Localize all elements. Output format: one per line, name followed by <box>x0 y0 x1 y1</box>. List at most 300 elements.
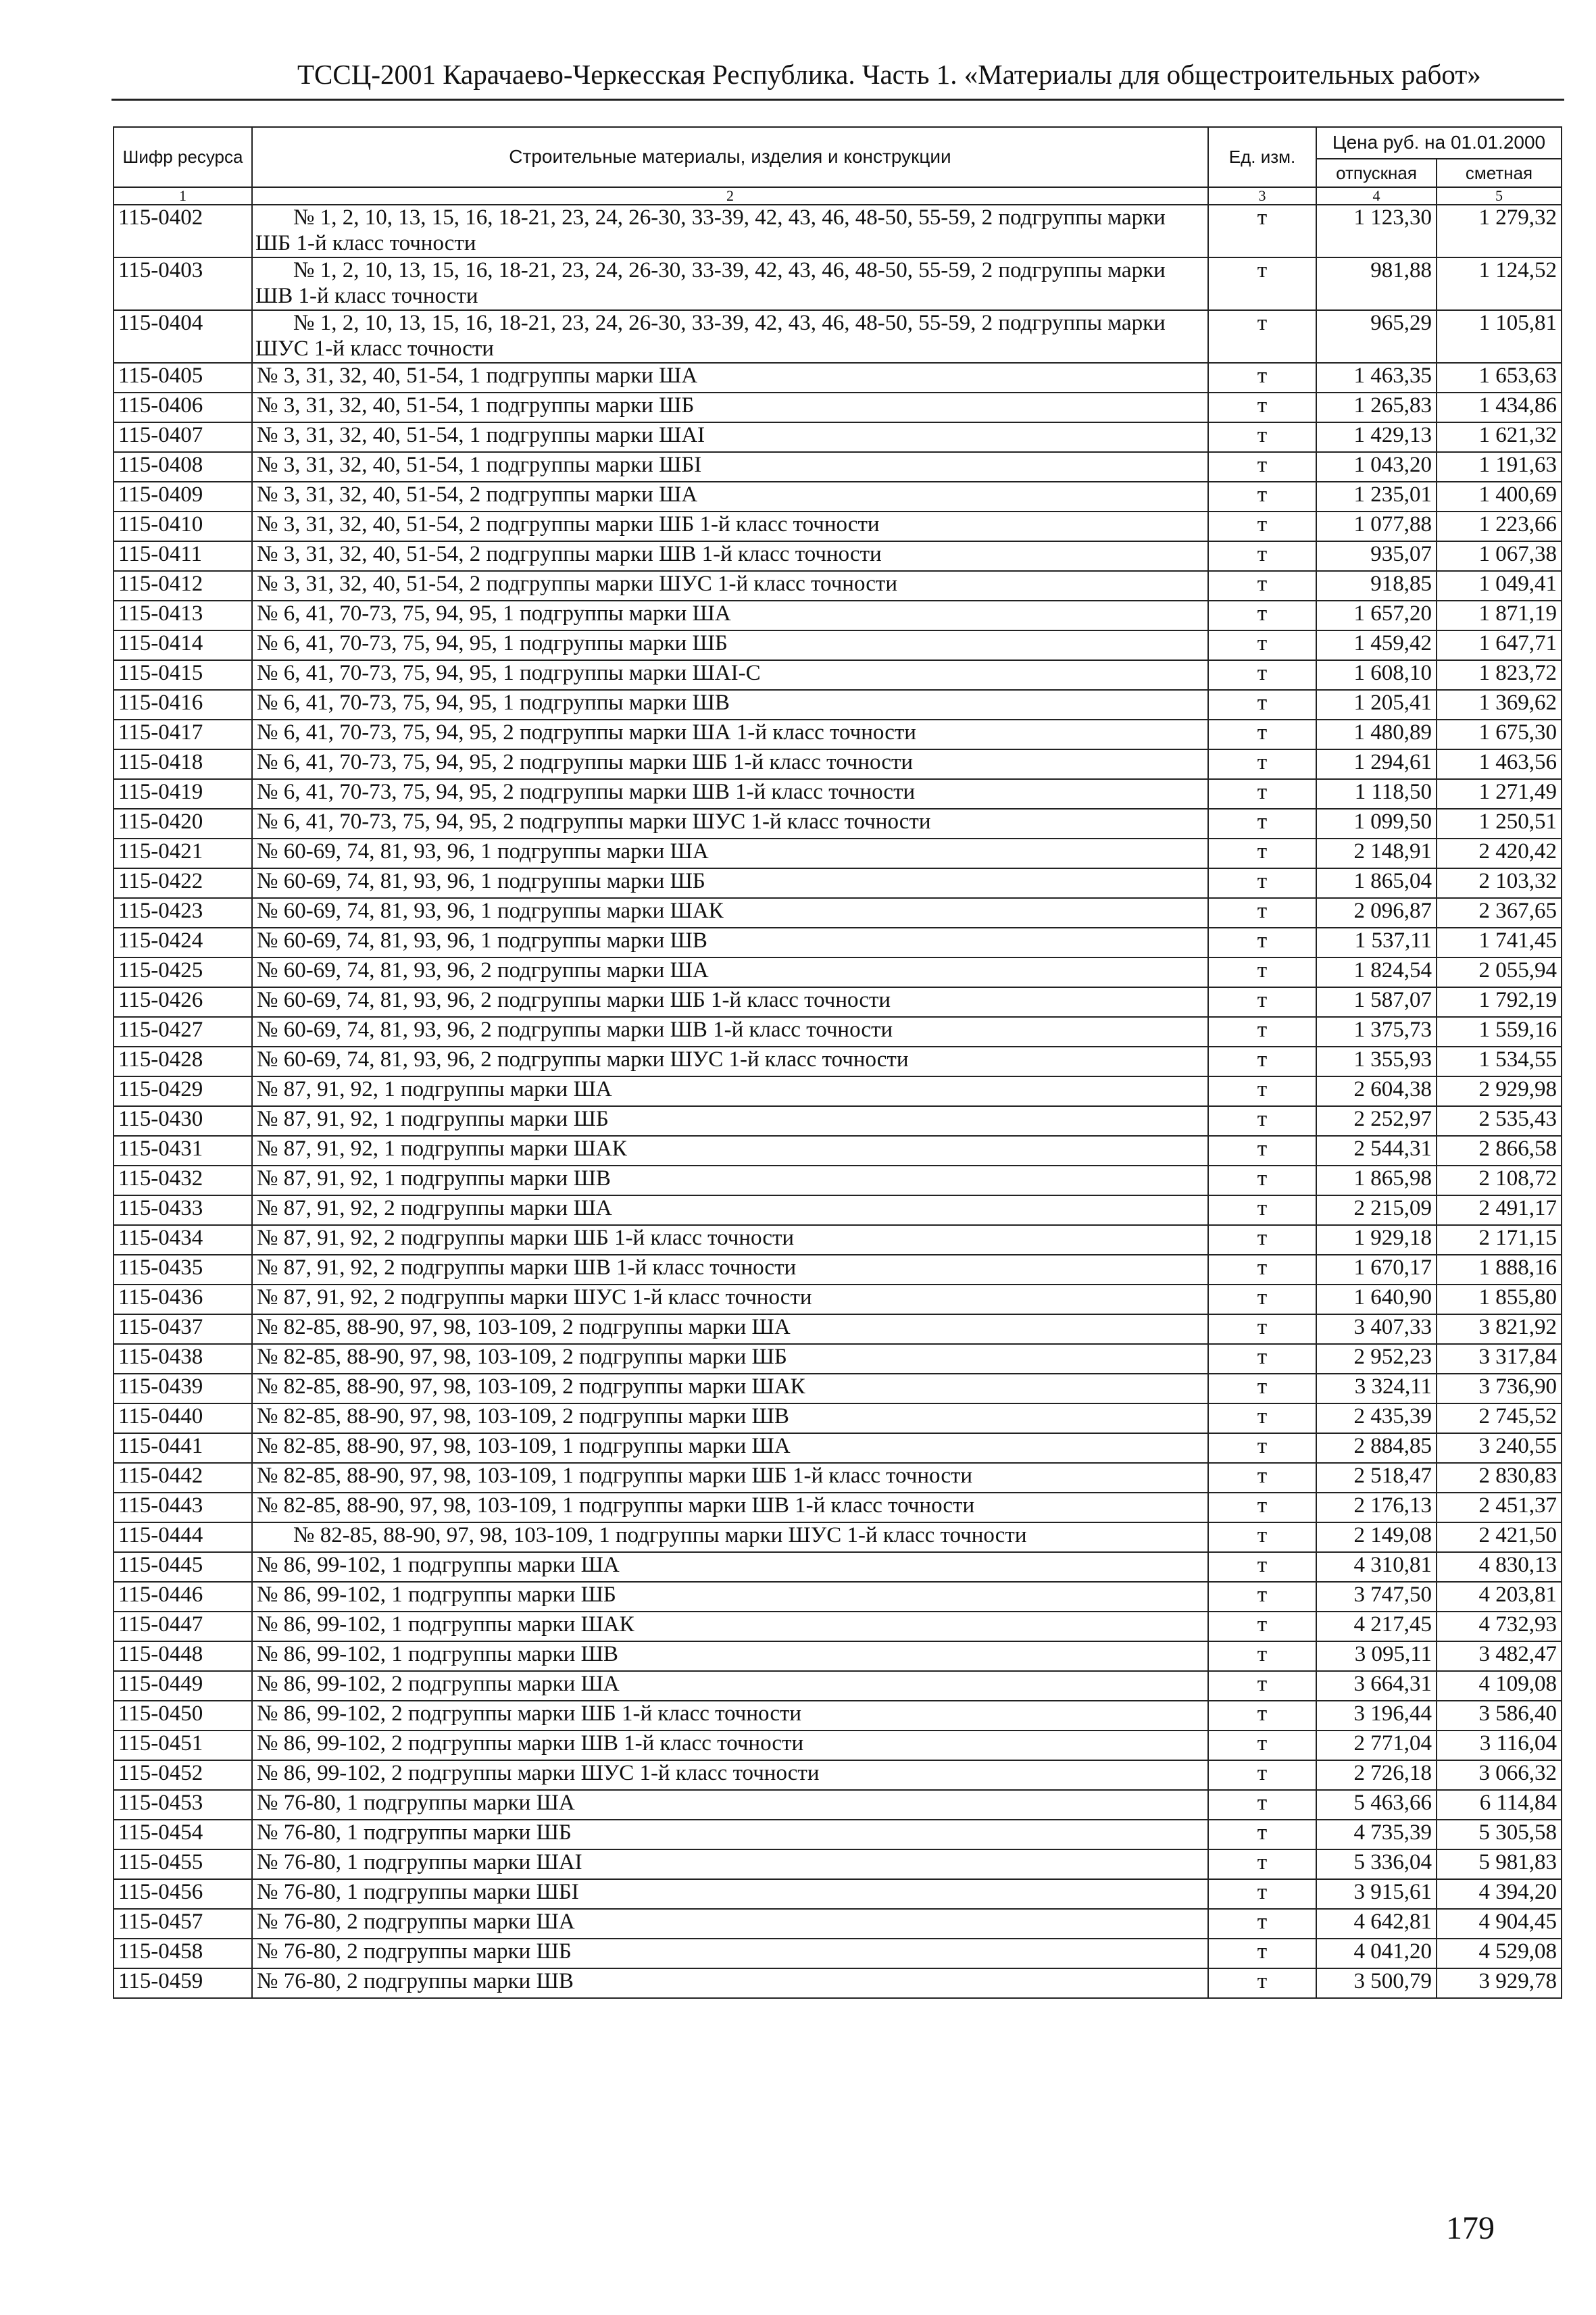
table-row <box>114 1760 1562 1790</box>
estimate-price-cell: 3 482,47 <box>1437 1641 1562 1671</box>
unit-cell: т <box>1208 720 1316 749</box>
estimate-price-cell: 4 529,08 <box>1437 1939 1562 1968</box>
resource-code-cell: 115-0424 <box>114 928 252 957</box>
column-number: 4 <box>1316 187 1437 205</box>
release-price-cell: 3 747,50 <box>1316 1582 1437 1612</box>
table-row <box>114 1225 1562 1255</box>
table-row <box>114 571 1562 601</box>
estimate-price-cell: 1 191,63 <box>1437 452 1562 482</box>
release-price-cell: 1 463,35 <box>1316 363 1437 393</box>
release-price-cell: 1 294,61 <box>1316 749 1437 779</box>
estimate-price-cell: 1 271,49 <box>1437 779 1562 809</box>
material-name-cell: № 1, 2, 10, 13, 15, 16, 18-21, 23, 24, 26-30, 33-39, 42, 43, 46, 48-50, 55-59, 2 подгруппы марки ШУС 1-й класс точности <box>252 310 1208 363</box>
material-name-cell: № 6, 41, 70-73, 75, 94, 95, 1 подгруппы марки ШБ <box>252 630 1208 660</box>
estimate-price-cell: 4 732,93 <box>1437 1612 1562 1641</box>
material-name-cell: № 76-80, 1 подгруппы марки ШБ <box>252 1820 1208 1849</box>
material-name-cell: № 6, 41, 70-73, 75, 94, 95, 2 подгруппы марки ША 1-й класс точности <box>252 720 1208 749</box>
estimate-price-cell: 6 114,84 <box>1437 1790 1562 1820</box>
estimate-price-cell: 1 871,19 <box>1437 601 1562 630</box>
material-name-cell: № 86, 99-102, 2 подгруппы марки ША <box>252 1671 1208 1701</box>
resource-code-cell: 115-0436 <box>114 1285 252 1314</box>
col-header-release: отпускная <box>1316 159 1437 187</box>
resource-code-cell: 115-0418 <box>114 749 252 779</box>
table-row <box>114 1701 1562 1731</box>
column-number: 5 <box>1437 187 1562 205</box>
table-row <box>114 720 1562 749</box>
unit-cell: т <box>1208 1731 1316 1760</box>
estimate-price-cell: 3 736,90 <box>1437 1374 1562 1403</box>
unit-cell: т <box>1208 1285 1316 1314</box>
unit-cell: т <box>1208 1255 1316 1285</box>
material-name-cell: № 1, 2, 10, 13, 15, 16, 18-21, 23, 24, 26-30, 33-39, 42, 43, 46, 48-50, 55-59, 2 подгруппы марки ШВ 1-й класс точности <box>252 257 1208 310</box>
estimate-price-cell: 1 279,32 <box>1437 205 1562 257</box>
col-header-estimate: сметная <box>1437 159 1562 187</box>
estimate-price-cell: 1 400,69 <box>1437 482 1562 512</box>
resource-code-cell: 115-0423 <box>114 898 252 928</box>
release-price-cell: 1 929,18 <box>1316 1225 1437 1255</box>
table-row <box>114 1285 1562 1314</box>
resource-code-cell: 115-0432 <box>114 1166 252 1195</box>
table-row <box>114 1612 1562 1641</box>
table-row <box>114 512 1562 541</box>
resource-code-cell: 115-0404 <box>114 310 252 363</box>
resource-code-cell: 115-0427 <box>114 1017 252 1047</box>
resource-code-cell: 115-0409 <box>114 482 252 512</box>
resource-code-cell: 115-0434 <box>114 1225 252 1255</box>
release-price-cell: 2 604,38 <box>1316 1076 1437 1106</box>
resource-code-cell: 115-0403 <box>114 257 252 310</box>
unit-cell: т <box>1208 257 1316 310</box>
table-row <box>114 690 1562 720</box>
resource-code-cell: 115-0449 <box>114 1671 252 1701</box>
material-name-cell: № 86, 99-102, 2 подгруппы марки ШУС 1-й класс точности <box>252 1760 1208 1790</box>
table-row <box>114 257 1562 310</box>
resource-code-cell: 115-0413 <box>114 601 252 630</box>
table-row <box>114 1522 1562 1552</box>
table-row <box>114 1255 1562 1285</box>
unit-cell: т <box>1208 690 1316 720</box>
material-name-cell: № 3, 31, 32, 40, 51-54, 2 подгруппы марки ШУС 1-й класс точности <box>252 571 1208 601</box>
estimate-price-cell: 4 203,81 <box>1437 1582 1562 1612</box>
material-name-cell: № 6, 41, 70-73, 75, 94, 95, 2 подгруппы марки ШБ 1-й класс точности <box>252 749 1208 779</box>
material-name-cell: № 87, 91, 92, 2 подгруппы марки ША <box>252 1195 1208 1225</box>
table-body <box>114 205 1562 1998</box>
unit-cell: т <box>1208 1582 1316 1612</box>
material-name-cell: № 82-85, 88-90, 97, 98, 103-109, 2 подгруппы марки ШАК <box>252 1374 1208 1403</box>
release-price-cell: 3 095,11 <box>1316 1641 1437 1671</box>
estimate-price-cell: 1 067,38 <box>1437 541 1562 571</box>
release-price-cell: 4 041,20 <box>1316 1939 1437 1968</box>
material-name-cell: № 87, 91, 92, 1 подгруппы марки ШВ <box>252 1166 1208 1195</box>
unit-cell: т <box>1208 482 1316 512</box>
table-row <box>114 1879 1562 1909</box>
material-name-cell: № 86, 99-102, 2 подгруппы марки ШБ 1-й класс точности <box>252 1701 1208 1731</box>
unit-cell: т <box>1208 1195 1316 1225</box>
unit-cell: т <box>1208 660 1316 690</box>
unit-cell: т <box>1208 809 1316 839</box>
column-number: 1 <box>114 187 252 205</box>
release-price-cell: 1 640,90 <box>1316 1285 1437 1314</box>
unit-cell: т <box>1208 987 1316 1017</box>
material-name-cell: № 1, 2, 10, 13, 15, 16, 18-21, 23, 24, 26-30, 33-39, 42, 43, 46, 48-50, 55-59, 2 подгруппы марки ШБ 1-й класс точности <box>252 205 1208 257</box>
release-price-cell: 1 043,20 <box>1316 452 1437 482</box>
material-name-cell: № 76-80, 1 подгруппы марки ШАI <box>252 1849 1208 1879</box>
material-name-cell: № 60-69, 74, 81, 93, 96, 2 подгруппы марки ША <box>252 957 1208 987</box>
unit-cell: т <box>1208 1374 1316 1403</box>
resource-code-cell: 115-0441 <box>114 1433 252 1463</box>
estimate-price-cell: 1 434,86 <box>1437 393 1562 422</box>
header-rule <box>111 99 1564 101</box>
estimate-price-cell: 2 108,72 <box>1437 1166 1562 1195</box>
table-row <box>114 1166 1562 1195</box>
release-price-cell: 2 096,87 <box>1316 898 1437 928</box>
estimate-price-cell: 4 830,13 <box>1437 1552 1562 1582</box>
release-price-cell: 1 670,17 <box>1316 1255 1437 1285</box>
release-price-cell: 2 771,04 <box>1316 1731 1437 1760</box>
material-name-cell: № 82-85, 88-90, 97, 98, 103-109, 2 подгруппы марки ША <box>252 1314 1208 1344</box>
unit-cell: т <box>1208 310 1316 363</box>
release-price-cell: 918,85 <box>1316 571 1437 601</box>
material-name-cell: № 76-80, 2 подгруппы марки ШВ <box>252 1968 1208 1998</box>
table-row <box>114 363 1562 393</box>
material-name-cell: № 6, 41, 70-73, 75, 94, 95, 1 подгруппы марки ШВ <box>252 690 1208 720</box>
table-row <box>114 630 1562 660</box>
release-price-cell: 1 459,42 <box>1316 630 1437 660</box>
unit-cell: т <box>1208 571 1316 601</box>
resource-code-cell: 115-0443 <box>114 1493 252 1522</box>
material-name-cell: № 82-85, 88-90, 97, 98, 103-109, 1 подгруппы марки ША <box>252 1433 1208 1463</box>
material-name-cell: № 87, 91, 92, 2 подгруппы марки ШУС 1-й класс точности <box>252 1285 1208 1314</box>
estimate-price-cell: 2 421,50 <box>1437 1522 1562 1552</box>
resource-code-cell: 115-0445 <box>114 1552 252 1582</box>
unit-cell: т <box>1208 1671 1316 1701</box>
release-price-cell: 1 824,54 <box>1316 957 1437 987</box>
material-name-cell: № 82-85, 88-90, 97, 98, 103-109, 1 подгруппы марки ШУС 1-й класс точности <box>252 1522 1208 1552</box>
release-price-cell: 2 884,85 <box>1316 1433 1437 1463</box>
material-name-cell: № 60-69, 74, 81, 93, 96, 1 подгруппы марки ШАК <box>252 898 1208 928</box>
estimate-price-cell: 1 653,63 <box>1437 363 1562 393</box>
table-row <box>114 928 1562 957</box>
unit-cell: т <box>1208 898 1316 928</box>
unit-cell: т <box>1208 1820 1316 1849</box>
material-name-cell: № 86, 99-102, 2 подгруппы марки ШВ 1-й класс точности <box>252 1731 1208 1760</box>
table-row <box>114 1106 1562 1136</box>
unit-cell: т <box>1208 1225 1316 1255</box>
column-number: 3 <box>1208 187 1316 205</box>
column-number: 2 <box>252 187 1208 205</box>
estimate-price-cell: 2 866,58 <box>1437 1136 1562 1166</box>
estimate-price-cell: 3 066,32 <box>1437 1760 1562 1790</box>
release-price-cell: 1 587,07 <box>1316 987 1437 1017</box>
material-name-cell: № 3, 31, 32, 40, 51-54, 1 подгруппы марки ШБI <box>252 452 1208 482</box>
unit-cell: т <box>1208 1849 1316 1879</box>
estimate-price-cell: 1 369,62 <box>1437 690 1562 720</box>
unit-cell: т <box>1208 1136 1316 1166</box>
col-header-code: Шифр ресурса <box>114 127 252 187</box>
release-price-cell: 5 463,66 <box>1316 1790 1437 1820</box>
material-name-cell: № 86, 99-102, 1 подгруппы марки ШБ <box>252 1582 1208 1612</box>
estimate-price-cell: 2 055,94 <box>1437 957 1562 987</box>
unit-cell: т <box>1208 1968 1316 1998</box>
release-price-cell: 3 664,31 <box>1316 1671 1437 1701</box>
unit-cell: т <box>1208 1017 1316 1047</box>
resource-code-cell: 115-0431 <box>114 1136 252 1166</box>
release-price-cell: 2 149,08 <box>1316 1522 1437 1552</box>
estimate-price-cell: 2 491,17 <box>1437 1195 1562 1225</box>
estimate-price-cell: 4 904,45 <box>1437 1909 1562 1939</box>
material-name-cell: № 60-69, 74, 81, 93, 96, 2 подгруппы марки ШУС 1-й класс точности <box>252 1047 1208 1076</box>
release-price-cell: 965,29 <box>1316 310 1437 363</box>
material-name-cell: № 60-69, 74, 81, 93, 96, 1 подгруппы марки ША <box>252 839 1208 868</box>
table-row <box>114 1849 1562 1879</box>
table-row <box>114 541 1562 571</box>
unit-cell: т <box>1208 957 1316 987</box>
unit-cell: т <box>1208 512 1316 541</box>
table-row <box>114 422 1562 452</box>
resource-code-cell: 115-0426 <box>114 987 252 1017</box>
material-name-cell: № 60-69, 74, 81, 93, 96, 2 подгруппы марки ШБ 1-й класс точности <box>252 987 1208 1017</box>
estimate-price-cell: 1 250,51 <box>1437 809 1562 839</box>
table-row <box>114 1671 1562 1701</box>
release-price-cell: 2 726,18 <box>1316 1760 1437 1790</box>
table-row <box>114 1076 1562 1106</box>
table-row <box>114 393 1562 422</box>
material-name-cell: № 87, 91, 92, 2 подгруппы марки ШБ 1-й класс точности <box>252 1225 1208 1255</box>
table-row <box>114 205 1562 257</box>
estimate-price-cell: 4 394,20 <box>1437 1879 1562 1909</box>
table-row <box>114 660 1562 690</box>
page-number: 179 <box>1446 2210 1495 2246</box>
material-name-cell: № 60-69, 74, 81, 93, 96, 1 подгруппы марки ШБ <box>252 868 1208 898</box>
resource-code-cell: 115-0429 <box>114 1076 252 1106</box>
release-price-cell: 2 148,91 <box>1316 839 1437 868</box>
table-row <box>114 1195 1562 1225</box>
material-name-cell: № 76-80, 1 подгруппы марки ША <box>252 1790 1208 1820</box>
table-row <box>114 310 1562 363</box>
table-row <box>114 1493 1562 1522</box>
resource-code-cell: 115-0406 <box>114 393 252 422</box>
release-price-cell: 1 355,93 <box>1316 1047 1437 1076</box>
table-row <box>114 1641 1562 1671</box>
material-name-cell: № 86, 99-102, 1 подгруппы марки ША <box>252 1552 1208 1582</box>
release-price-cell: 1 375,73 <box>1316 1017 1437 1047</box>
estimate-price-cell: 2 420,42 <box>1437 839 1562 868</box>
unit-cell: т <box>1208 1701 1316 1731</box>
material-name-cell: № 3, 31, 32, 40, 51-54, 2 подгруппы марки ШВ 1-й класс точности <box>252 541 1208 571</box>
resource-code-cell: 115-0453 <box>114 1790 252 1820</box>
material-name-cell: № 82-85, 88-90, 97, 98, 103-109, 1 подгруппы марки ШВ 1-й класс точности <box>252 1493 1208 1522</box>
release-price-cell: 1 608,10 <box>1316 660 1437 690</box>
unit-cell: т <box>1208 1403 1316 1433</box>
resource-code-cell: 115-0447 <box>114 1612 252 1641</box>
estimate-price-cell: 1 888,16 <box>1437 1255 1562 1285</box>
estimate-price-cell: 1 647,71 <box>1437 630 1562 660</box>
material-name-cell: № 76-80, 2 подгруппы марки ША <box>252 1909 1208 1939</box>
resource-code-cell: 115-0405 <box>114 363 252 393</box>
table-row <box>114 1433 1562 1463</box>
unit-cell: т <box>1208 1939 1316 1968</box>
resource-code-cell: 115-0421 <box>114 839 252 868</box>
table-row <box>114 1463 1562 1493</box>
unit-cell: т <box>1208 1106 1316 1136</box>
estimate-price-cell: 3 821,92 <box>1437 1314 1562 1344</box>
resource-code-cell: 115-0422 <box>114 868 252 898</box>
table-row <box>114 1552 1562 1582</box>
resource-code-cell: 115-0412 <box>114 571 252 601</box>
estimate-price-cell: 1 463,56 <box>1437 749 1562 779</box>
release-price-cell: 2 176,13 <box>1316 1493 1437 1522</box>
estimate-price-cell: 3 317,84 <box>1437 1344 1562 1374</box>
unit-cell: т <box>1208 1641 1316 1671</box>
col-header-unit: Ед. изм. <box>1208 127 1316 187</box>
estimate-price-cell: 3 929,78 <box>1437 1968 1562 1998</box>
material-name-cell: № 87, 91, 92, 1 подгруппы марки ШАК <box>252 1136 1208 1166</box>
table-row <box>114 749 1562 779</box>
material-name-cell: № 87, 91, 92, 1 подгруппы марки ША <box>252 1076 1208 1106</box>
estimate-price-cell: 1 223,66 <box>1437 512 1562 541</box>
release-price-cell: 1 865,98 <box>1316 1166 1437 1195</box>
material-name-cell: № 60-69, 74, 81, 93, 96, 1 подгруппы марки ШВ <box>252 928 1208 957</box>
table-row <box>114 1047 1562 1076</box>
unit-cell: т <box>1208 749 1316 779</box>
resource-code-cell: 115-0439 <box>114 1374 252 1403</box>
estimate-price-cell: 2 367,65 <box>1437 898 1562 928</box>
release-price-cell: 4 735,39 <box>1316 1820 1437 1849</box>
estimate-price-cell: 2 745,52 <box>1437 1403 1562 1433</box>
release-price-cell: 1 429,13 <box>1316 422 1437 452</box>
unit-cell: т <box>1208 422 1316 452</box>
price-table <box>113 126 1562 1999</box>
unit-cell: т <box>1208 1909 1316 1939</box>
resource-code-cell: 115-0455 <box>114 1849 252 1879</box>
release-price-cell: 1 657,20 <box>1316 601 1437 630</box>
table-row <box>114 987 1562 1017</box>
estimate-price-cell: 4 109,08 <box>1437 1671 1562 1701</box>
estimate-price-cell: 2 103,32 <box>1437 868 1562 898</box>
table-row <box>114 779 1562 809</box>
release-price-cell: 1 205,41 <box>1316 690 1437 720</box>
release-price-cell: 1 118,50 <box>1316 779 1437 809</box>
estimate-price-cell: 5 981,83 <box>1437 1849 1562 1879</box>
release-price-cell: 2 544,31 <box>1316 1136 1437 1166</box>
material-name-cell: № 60-69, 74, 81, 93, 96, 2 подгруппы марки ШВ 1-й класс точности <box>252 1017 1208 1047</box>
table-row <box>114 957 1562 987</box>
material-name-cell: № 6, 41, 70-73, 75, 94, 95, 1 подгруппы марки ША <box>252 601 1208 630</box>
resource-code-cell: 115-0451 <box>114 1731 252 1760</box>
table-row <box>114 1909 1562 1939</box>
table-row <box>114 601 1562 630</box>
resource-code-cell: 115-0456 <box>114 1879 252 1909</box>
resource-code-cell: 115-0435 <box>114 1255 252 1285</box>
estimate-price-cell: 2 830,83 <box>1437 1463 1562 1493</box>
unit-cell: т <box>1208 1344 1316 1374</box>
release-price-cell: 4 217,45 <box>1316 1612 1437 1641</box>
release-price-cell: 1 865,04 <box>1316 868 1437 898</box>
release-price-cell: 4 642,81 <box>1316 1909 1437 1939</box>
release-price-cell: 1 099,50 <box>1316 809 1437 839</box>
table-row <box>114 809 1562 839</box>
estimate-price-cell: 3 116,04 <box>1437 1731 1562 1760</box>
unit-cell: т <box>1208 1047 1316 1076</box>
unit-cell: т <box>1208 928 1316 957</box>
resource-code-cell: 115-0452 <box>114 1760 252 1790</box>
unit-cell: т <box>1208 601 1316 630</box>
resource-code-cell: 115-0415 <box>114 660 252 690</box>
unit-cell: т <box>1208 1463 1316 1493</box>
material-name-cell: № 87, 91, 92, 2 подгруппы марки ШВ 1-й класс точности <box>252 1255 1208 1285</box>
resource-code-cell: 115-0407 <box>114 422 252 452</box>
release-price-cell: 1 537,11 <box>1316 928 1437 957</box>
estimate-price-cell: 1 792,19 <box>1437 987 1562 1017</box>
page-header-title: ТССЦ-2001 Карачаево-Черкесская Республика. Часть 1. «Материалы для общестроительных работ» <box>297 59 1481 90</box>
unit-cell: т <box>1208 1076 1316 1106</box>
material-name-cell: № 82-85, 88-90, 97, 98, 103-109, 2 подгруппы марки ШБ <box>252 1344 1208 1374</box>
table-row <box>114 868 1562 898</box>
table-row <box>114 1344 1562 1374</box>
release-price-cell: 1 077,88 <box>1316 512 1437 541</box>
estimate-price-cell: 3 586,40 <box>1437 1701 1562 1731</box>
material-name-cell: № 87, 91, 92, 1 подгруппы марки ШБ <box>252 1106 1208 1136</box>
table-row <box>114 482 1562 512</box>
resource-code-cell: 115-0402 <box>114 205 252 257</box>
table-row <box>114 1314 1562 1344</box>
table-row <box>114 1136 1562 1166</box>
unit-cell: т <box>1208 363 1316 393</box>
estimate-price-cell: 1 534,55 <box>1437 1047 1562 1076</box>
resource-code-cell: 115-0420 <box>114 809 252 839</box>
unit-cell: т <box>1208 1314 1316 1344</box>
release-price-cell: 3 500,79 <box>1316 1968 1437 1998</box>
resource-code-cell: 115-0433 <box>114 1195 252 1225</box>
estimate-price-cell: 2 171,15 <box>1437 1225 1562 1255</box>
resource-code-cell: 115-0416 <box>114 690 252 720</box>
release-price-cell: 5 336,04 <box>1316 1849 1437 1879</box>
unit-cell: т <box>1208 205 1316 257</box>
release-price-cell: 3 407,33 <box>1316 1314 1437 1344</box>
estimate-price-cell: 1 105,81 <box>1437 310 1562 363</box>
unit-cell: т <box>1208 839 1316 868</box>
material-name-cell: № 6, 41, 70-73, 75, 94, 95, 2 подгруппы марки ШУС 1-й класс точности <box>252 809 1208 839</box>
col-header-name: Строительные материалы, изделия и конструкции <box>252 127 1208 187</box>
unit-cell: т <box>1208 868 1316 898</box>
estimate-price-cell: 2 535,43 <box>1437 1106 1562 1136</box>
release-price-cell: 3 915,61 <box>1316 1879 1437 1909</box>
resource-code-cell: 115-0408 <box>114 452 252 482</box>
material-name-cell: № 3, 31, 32, 40, 51-54, 1 подгруппы марки ШБ <box>252 393 1208 422</box>
unit-cell: т <box>1208 541 1316 571</box>
table-row <box>114 1968 1562 1998</box>
estimate-price-cell: 1 855,80 <box>1437 1285 1562 1314</box>
resource-code-cell: 115-0440 <box>114 1403 252 1433</box>
resource-code-cell: 115-0457 <box>114 1909 252 1939</box>
unit-cell: т <box>1208 1433 1316 1463</box>
estimate-price-cell: 1 675,30 <box>1437 720 1562 749</box>
estimate-price-cell: 2 451,37 <box>1437 1493 1562 1522</box>
release-price-cell: 2 952,23 <box>1316 1344 1437 1374</box>
material-name-cell: № 6, 41, 70-73, 75, 94, 95, 1 подгруппы марки ШАI-С <box>252 660 1208 690</box>
table-row <box>114 1582 1562 1612</box>
release-price-cell: 1 480,89 <box>1316 720 1437 749</box>
unit-cell: т <box>1208 452 1316 482</box>
material-name-cell: № 86, 99-102, 1 подгруппы марки ШАК <box>252 1612 1208 1641</box>
resource-code-cell: 115-0411 <box>114 541 252 571</box>
resource-code-cell: 115-0428 <box>114 1047 252 1076</box>
table-row <box>114 1790 1562 1820</box>
release-price-cell: 1 235,01 <box>1316 482 1437 512</box>
unit-cell: т <box>1208 1166 1316 1195</box>
resource-code-cell: 115-0417 <box>114 720 252 749</box>
unit-cell: т <box>1208 393 1316 422</box>
